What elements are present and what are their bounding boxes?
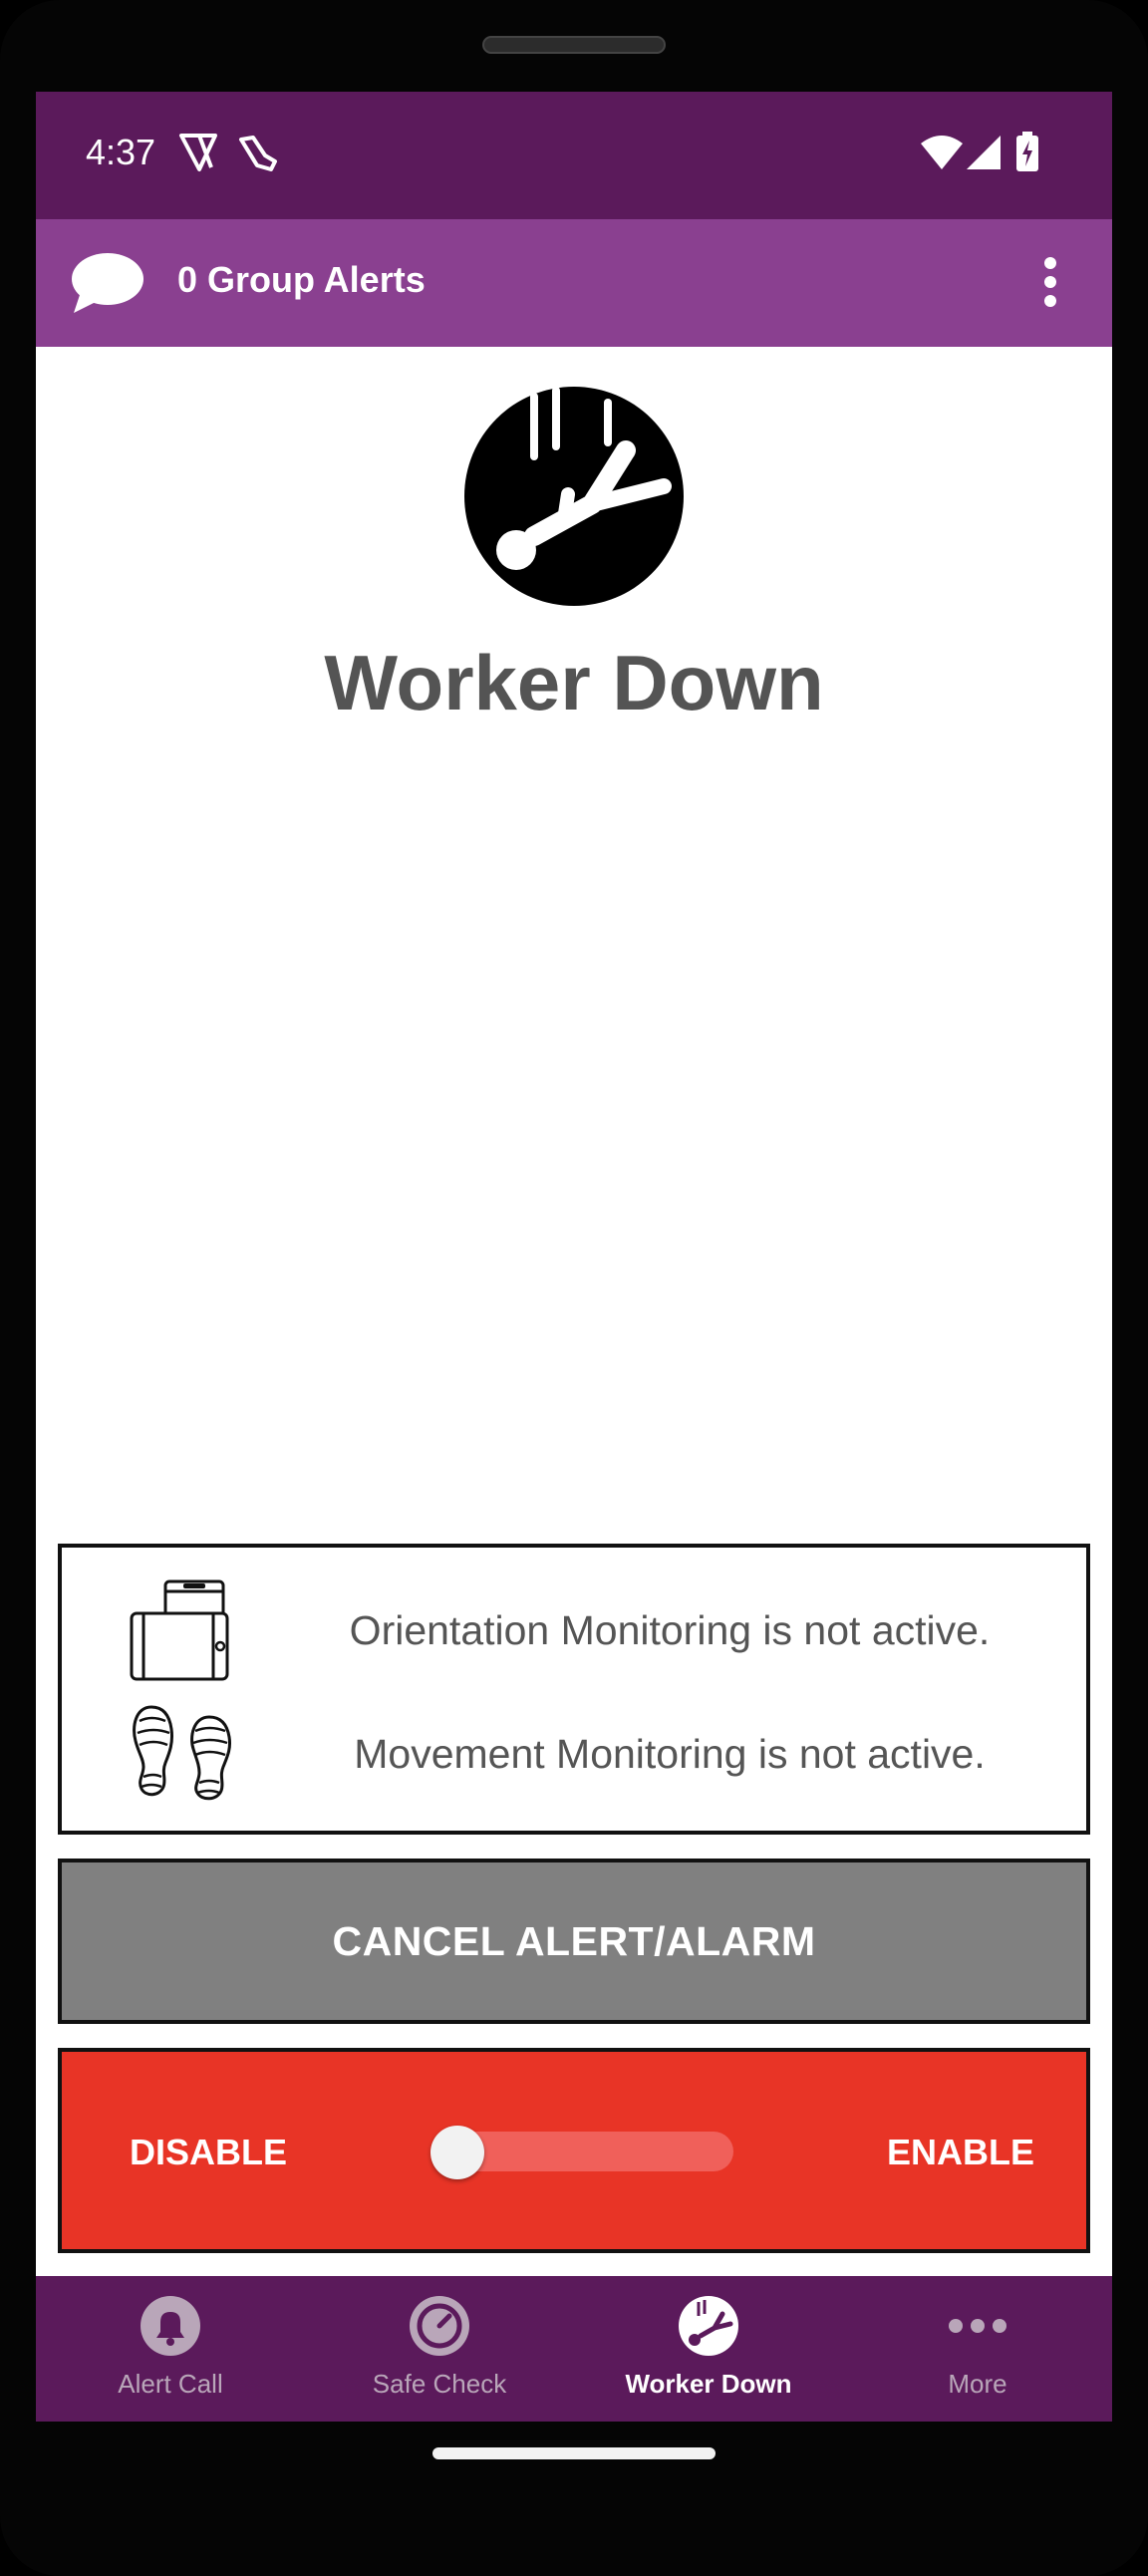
- worker-down-toggle-panel: [58, 2048, 1090, 2253]
- earpiece-speaker: [482, 36, 666, 54]
- movement-status-row: [62, 1703, 1086, 1823]
- signal-antenna-icon: [177, 130, 221, 178]
- chat-bubble-icon[interactable]: [70, 251, 145, 320]
- group-alerts-title[interactable]: 0 Group Alerts: [177, 259, 426, 300]
- shoe-icon: [235, 130, 279, 178]
- nav-item-more[interactable]: [843, 2276, 1112, 2422]
- orientation-status-text: Orientation Monitoring is not active.: [349, 1607, 991, 1653]
- wifi-icon: [921, 136, 963, 174]
- nav-label-more: More: [948, 2369, 1007, 2399]
- app-bar: [36, 219, 1112, 347]
- status-bar: [36, 92, 1112, 219]
- battery-charging-icon: [1016, 132, 1038, 176]
- enable-switch-track[interactable]: [454, 2132, 733, 2171]
- footprints-icon: [130, 1703, 233, 1808]
- more-dots-icon: [946, 2294, 1009, 2358]
- enable-switch-thumb[interactable]: [430, 2126, 484, 2179]
- page-title: Worker Down: [324, 639, 824, 726]
- nav-item-alert-call[interactable]: [36, 2276, 305, 2422]
- cancel-alert-alarm-button[interactable]: CANCEL ALERT/ALARM: [58, 1859, 1090, 2024]
- overflow-menu-icon[interactable]: [1042, 255, 1058, 314]
- disable-label[interactable]: DISABLE: [130, 2132, 288, 2172]
- nav-label-safe-check: Safe Check: [372, 2369, 507, 2399]
- safe-check-icon: [408, 2294, 471, 2358]
- nav-item-worker-down[interactable]: [574, 2276, 843, 2422]
- home-gesture-bar[interactable]: [432, 2447, 716, 2459]
- nav-label-worker-down: Worker Down: [625, 2369, 792, 2399]
- phone-orientation-icon: [130, 1579, 229, 1686]
- bell-icon: [139, 2294, 202, 2358]
- bottom-navigation: [36, 2276, 1112, 2422]
- cell-signal-icon: [967, 136, 1001, 174]
- movement-status-text: Movement Monitoring is not active.: [354, 1731, 986, 1777]
- enable-label[interactable]: ENABLE: [887, 2132, 1035, 2172]
- nav-label-alert-call: Alert Call: [118, 2369, 223, 2399]
- nav-item-safe-check[interactable]: [305, 2276, 574, 2422]
- monitoring-status-panel: [58, 1544, 1090, 1835]
- app-screen: [36, 92, 1112, 2422]
- worker-down-hero-icon: [464, 387, 684, 606]
- worker-down-icon: [677, 2294, 740, 2358]
- status-time: 4:37: [86, 132, 156, 172]
- orientation-status-row: [62, 1577, 1086, 1697]
